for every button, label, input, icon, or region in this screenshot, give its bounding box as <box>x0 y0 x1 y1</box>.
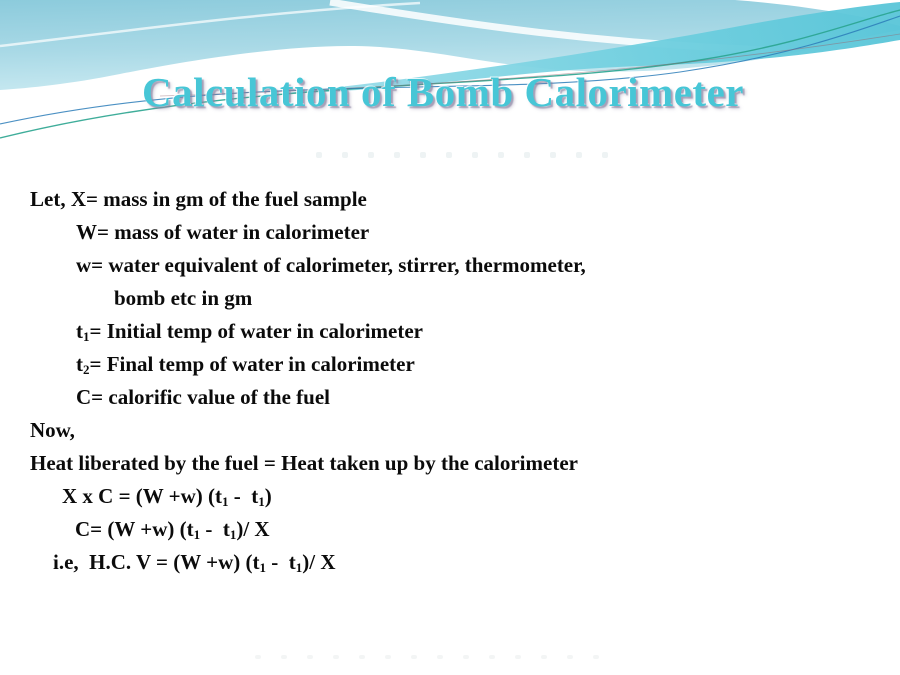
subscript: 2 <box>83 361 90 377</box>
watermark-dot <box>463 655 469 659</box>
subscript: 1 <box>222 493 229 509</box>
body-line: W= mass of water in calorimeter <box>76 220 370 244</box>
watermark-dot <box>515 655 521 659</box>
body-line: Now, <box>30 418 75 442</box>
watermark-dot <box>593 655 599 659</box>
watermark-dot <box>437 655 443 659</box>
watermark-dot <box>359 655 365 659</box>
watermark-dot <box>541 655 547 659</box>
body-line: Let, X= mass in gm of the fuel sample <box>30 187 367 211</box>
subscript: 1 <box>259 559 267 575</box>
subscript: 1 <box>229 526 237 542</box>
body-line: Heat liberated by the fuel = Heat taken up by the calorimeter <box>30 451 578 475</box>
body-line: C= calorific value of the fuel <box>76 385 330 409</box>
subscript: 1 <box>83 328 90 344</box>
watermark-dot <box>255 655 261 659</box>
slide-title: Calculation of Bomb Calorimeter <box>142 69 744 115</box>
watermark-dot <box>307 655 313 659</box>
watermark-dot <box>281 655 287 659</box>
watermark-dot <box>411 655 417 659</box>
body-line: $t_2=$ Final temp of water in calorimeter <box>76 352 415 377</box>
body-line: $t_1=$ Initial temp of water in calorimeter <box>76 319 423 344</box>
watermark-dot <box>333 655 339 659</box>
body-line: bomb etc in gm <box>114 286 253 310</box>
slide-body <box>0 183 900 579</box>
subscript: 1 <box>258 493 265 509</box>
body-line: i.e, H.C. V = (W +w) $(t_1 - t_1)/$ X <box>53 550 336 575</box>
body-line: C= (W +w) $(t_1 - t_1)/$ X <box>75 517 270 542</box>
subscript: 1 <box>295 559 303 575</box>
watermark-dot <box>567 655 573 659</box>
body-line: w= water equivalent of calorimeter, stirrer, thermometer, <box>76 253 586 277</box>
body-line: X x C = (W +w) $(t_1 - t_1)$ <box>62 484 272 509</box>
watermark-dots-bottom <box>255 655 599 659</box>
watermark-dot <box>385 655 391 659</box>
watermark-dot <box>489 655 495 659</box>
subscript: 1 <box>193 526 201 542</box>
